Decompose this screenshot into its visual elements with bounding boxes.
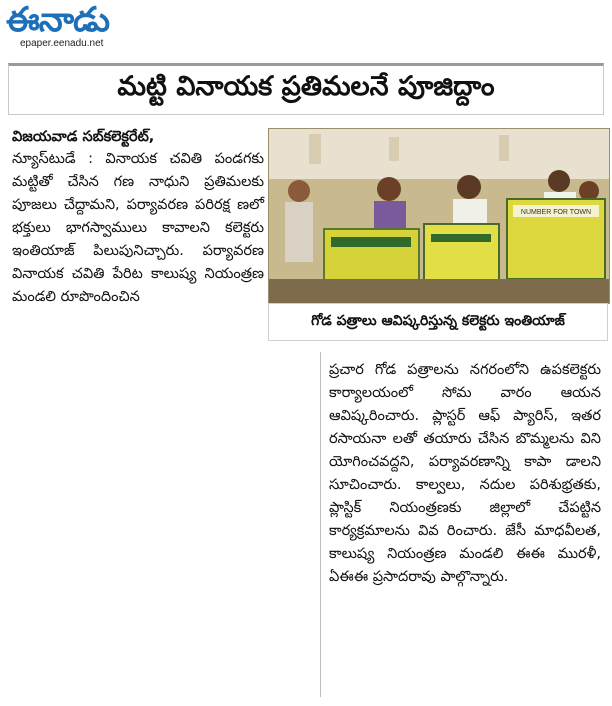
epaper-url[interactable]: epaper.eenadu.net xyxy=(20,38,104,49)
eenadu-logo[interactable]: ఈనాడు xyxy=(6,0,110,40)
poster-text: NUMBER FOR TOWN xyxy=(520,209,592,216)
photo-illustration xyxy=(269,129,609,303)
article-column-1 xyxy=(12,148,264,309)
headline-box xyxy=(8,63,604,115)
masthead xyxy=(0,0,612,56)
article-byline: విజయవాడ సబ్‌కలెక్టరేట్, xyxy=(12,129,155,145)
article-column-2: ప్రచార గోడ పత్రాలను నగరంలోని ఉపకలెక్టరు కార్యాలయంలో సోమ వారం ఆయన ఆవిష్కరించారు. ప్లాస్టర్ ఆఫ్ ప్యారిస్, ఇతర రసాయనా లతో తయారు చేసిన బొమ్మలను విని యోగించవద్దని, పర్యావరణాన్ని కాపా డాలని సూచించారు. కాల్వలు, నదుల పరిశుభ్రతకు, ప్లాస్టిక్ నియంత్రణకు జిల్లాలో చేపట్టిన కార్యక్రమాలను వివ రించారు. జేసీ మాధవీలత, కాలుష్య నియంత్రణ మండలి ఈఈ మురళీ, ఏఈఈ ప్రసాదరావు పాల్గొన్నారు. xyxy=(329,362,601,585)
column-1-text: న్యూస్‌టుడే : వినాయక చవితి పండగకు మట్టితో చేసిన గణ నాధుని ప్రతిమలకు పూజలు చేద్దామని, పర్యావరణ పరిరక్ష ణలో భక్తులు భాగస్వాములు కావాలని కలెక్టరు ఇంతియాజ్ పిలుపునిచ్చారు. పర్యావరణ వినాయక చవితి పేరిట కాలుష్య నియంత్రణ మండలి రూపొందించిన xyxy=(12,151,264,305)
column-divider xyxy=(320,352,321,697)
article-photo xyxy=(268,128,610,304)
article-headline: మట్టి వినాయక ప్రతిమలనే పూజిద్దాం xyxy=(117,71,495,102)
photo-caption: గోడ పత్రాలు ఆవిష్కరిస్తున్న కలెక్టరు ఇంతియాజ్ xyxy=(268,303,608,341)
